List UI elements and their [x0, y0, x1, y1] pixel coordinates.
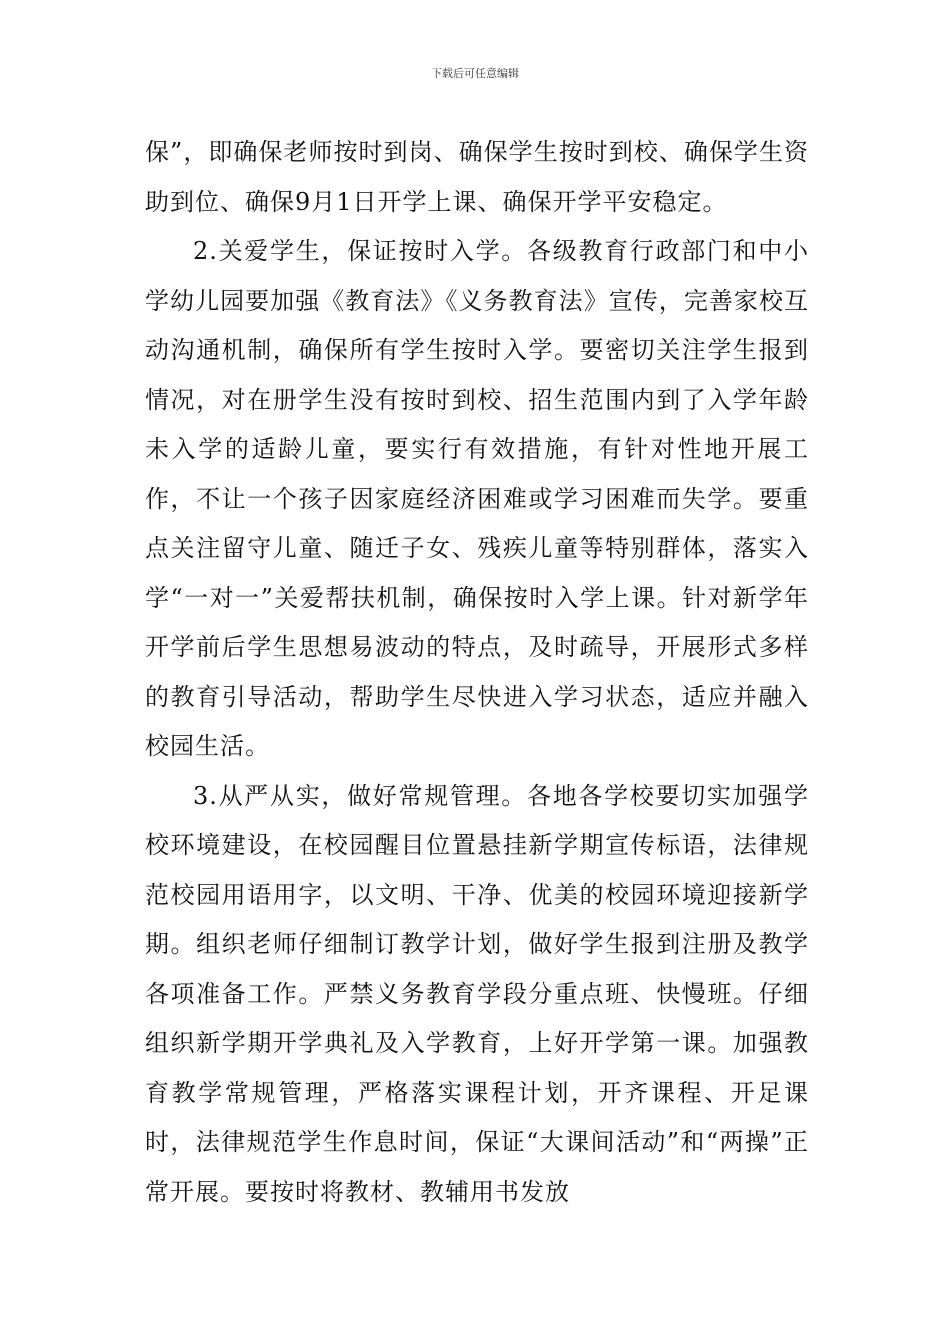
paragraph-1: 保”，即确保老师按时到岗、确保学生按时到校、确保学生资助到位、确保9月1日开学上课、确保开学平安稳定。 [145, 138, 809, 216]
paragraph-3: 3.从严从实，做好常规管理。各地各学校要切实加强学校环境建设，在校园醒目位置悬挂新学期宣传标语，法律规范校园用语用字，以文明、干净、优美的校园环境迎接新学期。组织老师仔细制订教学计划，做好学生报到注册及教学各项准备工作。严禁义务教育学段分重点班、快慢班。仔细组织新学期开学典礼及入学教育，上好开学第一课。加强教育教学常规管理，严格落实课程计划，开齐课程、开足课时，法律规范学生作息时间，保证“大课间活动”和“两操”正常开展。要按时将教材、教辅用书发放 [145, 781, 809, 1206]
document-body [145, 128, 809, 1217]
paragraph-2: 2.关爱学生，保证按时入学。各级教育行政部门和中小学幼儿园要加强《教育法》《义务教育法》宣传，完善家校互动沟通机制，确保所有学生按时入学。要密切关注学生报到情况，对在册学生没有按时到校、招生范围内到了入学年龄未入学的适龄儿童，要实行有效措施，有针对性地开展工作，不让一个孩子因家庭经济困难或学习困难而失学。要重点关注留守儿童、随迁子女、残疾儿童等特别群体，落实入学“一对一”关爱帮扶机制，确保按时入学上课。针对新学年开学前后学生思想易波动的特点，及时疏导，开展形式多样的教育引导活动，帮助学生尽快进入学习状态，适应并融入校园生活。 [145, 237, 809, 760]
page-header: 下载后可任意编辑 [431, 67, 519, 80]
